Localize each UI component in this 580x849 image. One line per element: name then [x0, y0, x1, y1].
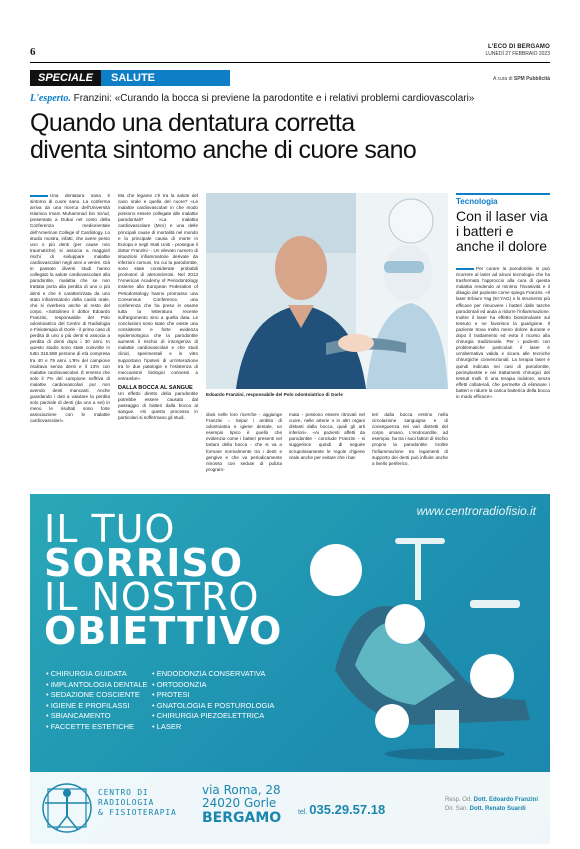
slogan-line-2: SORRISO — [44, 541, 244, 585]
slogan-line-3: IL NOSTRO — [44, 575, 260, 619]
column-2-text: Ma che legame c'è tra la salute del cavo orale e quella del cuore? «Le malattie cardiovascolari in che modo possono essere collegate alle malattie parodontali? «La malattia cardiovascolare (Mcv) e una delle principali cause di mortalità nel mondo e la principale causa di morte in Europa e negli Stati Uniti - prosegue il dottor Franzini -. Un elevato numero di situazioni infiammatorie derivate da infezioni comuni, tra cui la parodontite, sono state considerate probabili promotori di aterosclerosi. Nel 2013 l'American Academy of Periodontology insieme alla European Federation of Periodontology hanno promosso una Consensus Conference, una conferenza che ha preso in esame tutta la letteratura recente sull'argomento sino a quella data. Le conclusioni sono state che esiste una consistente e forte evidenza epidemiologica che la parodontite aumenti il rischio di insorgenza di malattie cardiovascolari e che studi clinici, sperimentali e in vitro supportano l'ipotesi di un'interazione tra le due patologie e l'esistenza di meccanismi biologici connessi a entrambe». — [118, 193, 198, 381]
doctor-photo — [206, 193, 448, 389]
staff-2-role: Dir. San. — [444, 806, 468, 812]
clinic-staff — [445, 796, 538, 814]
tooth-icon — [310, 544, 362, 596]
lead-marker — [30, 195, 48, 197]
staff-1-name: Dott. Edoardo Franzini — [473, 797, 538, 803]
section-label: SPECIALE — [30, 70, 101, 86]
service-item: • GNATOLOGIA E POSTUROLOGIA — [152, 701, 274, 712]
services-list-b — [152, 669, 274, 733]
dental-office-illustration — [206, 193, 448, 389]
service-item: • SEDAZIONE COSCIENTE — [46, 690, 148, 701]
address-zip: 24020 Gorle — [202, 796, 277, 810]
service-item: • LASER — [152, 722, 274, 733]
top-rule — [30, 62, 550, 63]
staff-1-role: Resp. Od. — [444, 797, 472, 803]
column-1-text: Una dentatura sana è sintomo di cuore sano. La conferma arriva da una ricerca dell'Università Islamica Imam Muhammad bin Sa'ud, presentata a Dubai nel corso della Conferenza mediorientale dell'American College of Cardiology. Lo studio mostra, infatti, che avere perso uno o più denti (per cause non traumatiche) si associa a maggiori rischi di sviluppare malattie cardiovascolari negli anni a venire. Già in passato diversi studi hanno collegato la salute cardiovascolare alla parodontite, malattia che se non trattata porta alla perdita di uno o più denti e che è caratterizzata da uno stato infiammatorio della cavità orale, che si riverbera anche al resto del corpo. «Sottolineo il dottor Edoardo Franzini, responsabile del Polo odontoiatrico del Centro di Radiologia e Fisioterapia di Gorle - il primo caso di perdita di uno o più denti si associa a perdita di denti dopo i 30 anni. In questo studio sono state coinvolte in tutto 316.588 persone di età compresa tra 40 e 79 anni. L'8% del campione risultava senza denti e il 13% con malattie cardiovascolari. È emerso che solo il 7% del campione soffriva di malattie cardiovascolari pur non avendo denti mancanti. Anche guardando i dati a valutare la perdita solo parziale di denti (da uno a sei) in meno le risultati sono forte associazione con le malattie cardiovascolari». — [30, 193, 110, 424]
slogan-line-4: OBIETTIVO — [44, 609, 283, 653]
section-credit — [493, 76, 550, 82]
headline-line-1: Quando una dentatura corretta — [30, 109, 355, 137]
clinic-address — [202, 784, 281, 826]
article-kicker — [30, 93, 550, 104]
service-item: • SBIANCAMENTO — [46, 711, 148, 722]
sidebar-box — [456, 193, 550, 456]
aligner-icon — [470, 654, 514, 698]
clinic-logo-name — [98, 788, 177, 818]
section-bar — [30, 70, 230, 86]
service-item: • IMPLANTOLOGIA DENTALE — [46, 680, 148, 691]
kicker-text: Franzini: «Curando la bocca si previene la parodontite e i relativi problemi cardiovascolari» — [73, 93, 475, 104]
services-list-a — [46, 669, 148, 733]
issue-date: LUNEDÌ 27 FEBBRAIO 2023 — [485, 51, 550, 57]
slogan-line-1: IL TUO — [44, 507, 176, 551]
ad-footer — [30, 772, 550, 844]
photo-caption: Edoardo Franzini, responsabile del Polo odontoiatrico di Gorle — [206, 392, 343, 397]
phone-number[interactable]: 035.29.57.18 — [309, 802, 386, 817]
article-column-1 — [30, 193, 110, 480]
implant-icon — [385, 604, 425, 644]
sidebar-body — [456, 266, 550, 456]
article-column-2 — [118, 193, 198, 480]
article-headline — [30, 110, 550, 164]
ad-slogan — [44, 507, 283, 653]
column-2-text-b: Un effetto diretto della parodontite potrebbe essere causato dal passaggio di batteri dalla bocca al sangue. «Si questo processo in particolari si soffermano gli studi. — [118, 390, 198, 421]
sidebar-body-text: Per curare la parodontite si può ricorrere al laser ad alcuni tecnologia che ha trasformato l'approccio alla cura di questa malattia rendendo al minimo l'invasività e il disagio del paziente come spiega Franzini. «Il laser Erbium Yag (Er:YAG) e lo strumento più efficace per rimuovere i batteri dalle tasche parodontali ed aiuta a ridurre l'infiammazione. Inoltre il laser ha effetto biostimolante sul tessuto e ne favorisce la guarigione. Il paziente trova molto meno dolore durante e dopo il trattamento ed evita il ricorso alla chirurgia tradizionale. Per i pazienti con problematiche particolari il laser è un'alternativa valida e sicura alle tecniche chirurgiche convenzionali. La terapia laser è quindi indicata nei casi di parodontite, perimplantite e nei trattamenti chirurgici dei tessuti molli. È una terapia indolore, senza effetti collaterali, che permette di eliminare i batteri e ridurre la carica batterica della bocca in modo efficace». — [456, 266, 550, 399]
brace-icon — [375, 704, 409, 738]
service-item: • IGIENE E PROFILASSI — [46, 701, 148, 712]
service-item: • PROTESI — [152, 690, 274, 701]
service-item: • CHIRURGIA PIEZOELETTRICA — [152, 711, 274, 722]
phone-label: tel. — [298, 809, 308, 816]
newspaper-name: L'ECO DI BERGAMO — [488, 44, 550, 50]
service-item: • ENDODONZIA CONSERVATIVA — [152, 669, 274, 680]
article-column-4: mata - possono essere ritrovati nel cuore, nelle arterie o in altri organi distanti dalla bocca, quali gli arti inferiori». «Ai pazienti affetti da parodontite - conclude Franzini - si suggerisce quindi di seguire scrupolosamente le regole d'igiene orale anche per evitare che i bat- — [289, 412, 365, 460]
sidebar-tag: Tecnologia — [456, 193, 550, 206]
address-city: BERGAMO — [202, 810, 282, 826]
kicker-lead: L'esperto. — [30, 93, 71, 104]
article-column-5: teri dalla bocca entrino nella circolazione sanguigna e di conseguenza nei vari distretti del corpo umano. L'endocardite, ad esempio, ha tra i suoi fattori di rischio proprio la parodontite. Inoltre l'infiammazione tra legamenti di supporto dei denti può influire anche a livello periferico. — [372, 412, 448, 466]
lead-marker — [456, 268, 474, 270]
logo-line-3: & FISIOTERAPIA — [98, 808, 177, 817]
logo-line-1: CENTRO DI — [98, 788, 149, 797]
sidebar-headline: Con il laser via i batteri e anche il dolore — [456, 208, 548, 254]
headline-line-2: diventa sintomo anche di cuore sano — [30, 136, 417, 164]
service-item: • FACCETTE ESTETICHE — [46, 722, 148, 733]
page-number: 6 — [30, 46, 36, 58]
service-item: • CHIRURGIA GUIDATA — [46, 669, 148, 680]
credit-by: SPM Pubblicità — [513, 76, 550, 82]
vitruvian-man-logo — [40, 778, 94, 838]
article-column-3: diosi nelle loro ricerche - aggiunge Franzini -. Sepur i ambito di odontoiatria e igiene dentale, un esempio tipico è quello che evidenzia come i batteri presenti nel tartaro della bocca - che si va a formare normalmente tra i denti e gengive e che va periodicamente rimosso con sedute di pulizia program- — [206, 412, 282, 472]
logo-line-2: RADIOLOGIA — [98, 798, 155, 807]
clinic-phone — [298, 802, 385, 817]
clinic-advertisement — [30, 494, 550, 844]
credit-prefix: A cura di — [493, 76, 513, 82]
column-2-subheading: DALLA BOCCA AL SANGUE — [118, 384, 193, 391]
service-item: • ORTODONZIA — [152, 680, 274, 691]
section-topic: SALUTE — [101, 70, 230, 86]
address-street: via Roma, 28 — [202, 783, 281, 797]
masthead — [486, 44, 550, 57]
staff-2-name: Dott. Renato Suardi — [469, 806, 526, 812]
ad-website[interactable]: www.centroradiofisio.it — [416, 504, 536, 518]
